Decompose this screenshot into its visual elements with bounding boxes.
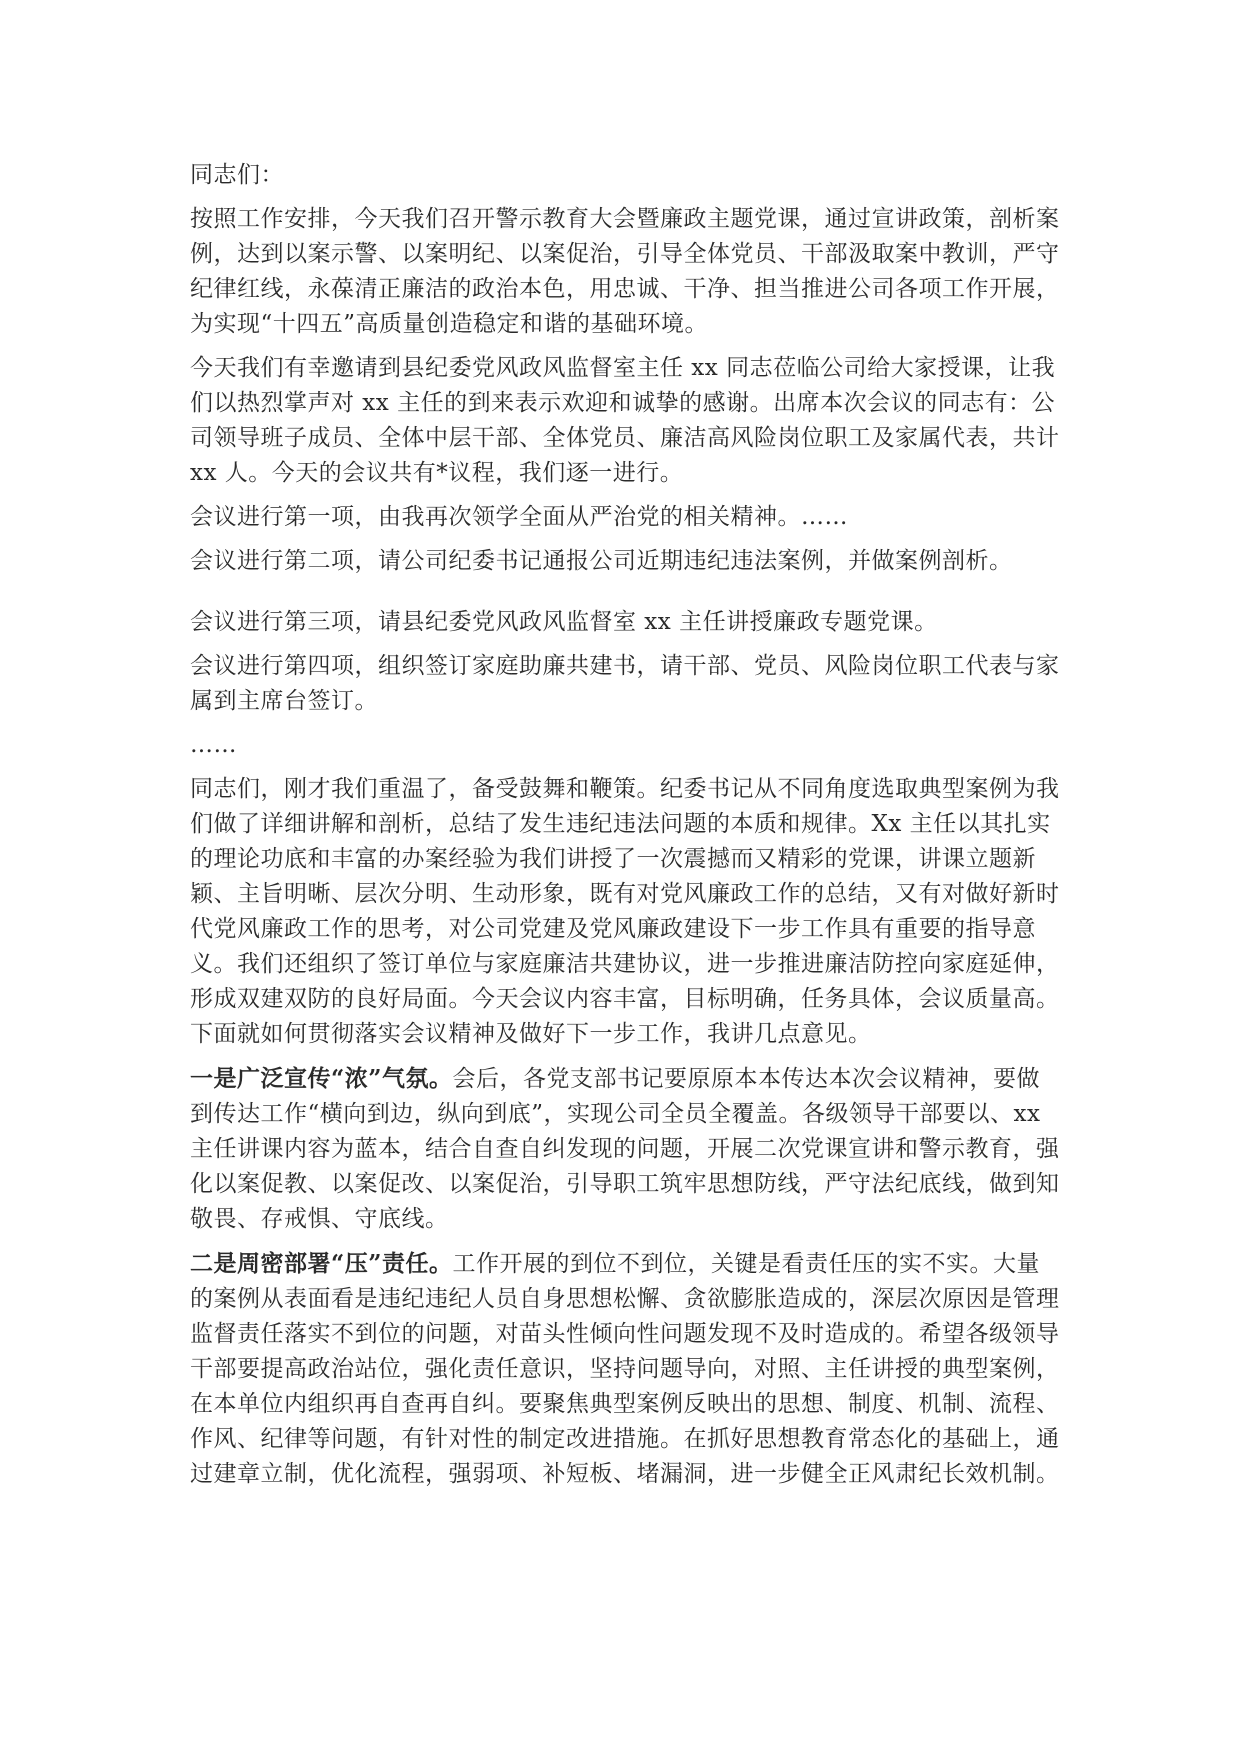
- point-1-paragraph: [190, 1061, 1060, 1237]
- point-1-heading: 一是广泛宣传“浓”气氛。: [190, 1065, 453, 1092]
- document-body: [190, 158, 1060, 1501]
- summary-paragraph: 同志们，刚才我们重温了，备受鼓舞和鞭策。纪委书记从不同角度选取典型案例为我们做了详细讲解和剖析，总结了发生违纪违法问题的本质和规律。Xx 主任以其扎实的理论功底和丰富的办案经验为我们讲授了一次震撼而又精彩的党课，讲课立题新颖、主旨明晰、层次分明、生动形象，既有对党风廉政工作的总结，又有对做好新时代党风廉政工作的思考，对公司党建及党风廉政建设下一步工作具有重要的指导意义。我们还组织了签订单位与家庭廉洁共建协议，进一步推进廉洁防控向家庭延伸，形成双建双防的良好局面。今天会议内容丰富，目标明确，任务具体，会议质量高。下面就如何贯彻落实会议精神及做好下一步工作，我讲几点意见。: [190, 776, 1060, 1047]
- point-2-paragraph: [190, 1246, 1060, 1492]
- point-1-body: 会后，各党支部书记要原原本本传达本次会议精神，要做到传达工作“横向到边，纵向到底”，实现公司全员全覆盖。各级领导干部要以、xx 主任讲课内容为蓝本，结合自查自纠发现的问题，开展二次党课宣讲和警示教育，强化以案促教、以案促改、以案促治，引导职工筑牢思想防线，严守法纪底线，做到知敬畏、存戒惧、守底线。: [190, 1066, 1060, 1232]
- point-2-body: 工作开展的到位不到位，关键是看责任压的实不实。大量的案例从表面看是违纪违纪人员自身思想松懈、贪欲膨胀造成的，深层次原因是管理监督责任落实不到位的问题，对苗头性倾向性问题发现不及时造成的。希望各级领导干部要提高政治站位，强化责任意识，坚持问题导向，对照、主任讲授的典型案例，在本单位内组织再自查再自纠。要聚焦典型案例反映出的思想、制度、机制、流程、作风、纪律等问题，有针对性的制定改进措施。在抓好思想教育常态化的基础上，通过建章立制，优化流程，强弱项、补短板、堵漏洞，进一步健全正风肃纪长效机制。: [190, 1251, 1060, 1487]
- ellipsis-line: ……: [190, 732, 237, 758]
- agenda-item-4: 会议进行第四项，组织签订家庭助廉共建书，请干部、党员、风险岗位职工代表与家属到主席台签订。: [190, 653, 1060, 714]
- attendees-paragraph: 今天我们有幸邀请到县纪委党风政风监督室主任 xx 同志莅临公司给大家授课，让我们以热烈掌声对 xx 主任的到来表示欢迎和诚挚的感谢。出席本次会议的同志有：公司领导班子成员、全体中层干部、全体党员、廉洁高风险岗位职工及家属代表，共计 xx 人。今天的会议共有*议程，我们逐一进行。: [190, 355, 1060, 486]
- agenda-item-2: 会议进行第二项，请公司纪委书记通报公司近期违纪违法案例，并做案例剖析。: [190, 548, 1013, 574]
- point-2-heading: 二是周密部署“压”责任。: [190, 1250, 453, 1277]
- greeting: 同志们：: [190, 162, 284, 188]
- agenda-item-3: 会议进行第三项，请县纪委党风政风监督室 xx 主任讲授廉政专题党课。: [190, 609, 938, 635]
- agenda-item-1: 会议进行第一项，由我再次领学全面从严治党的相关精神。……: [190, 504, 848, 530]
- intro-paragraph: 按照工作安排，今天我们召开警示教育大会暨廉政主题党课，通过宣讲政策，剖析案例，达到以案示警、以案明纪、以案促治，引导全体党员、干部汲取案中教训，严守纪律红线，永葆清正廉洁的政治本色，用忠诚、干净、担当推进公司各项工作开展，为实现“十四五”高质量创造稳定和谐的基础环境。: [190, 206, 1060, 337]
